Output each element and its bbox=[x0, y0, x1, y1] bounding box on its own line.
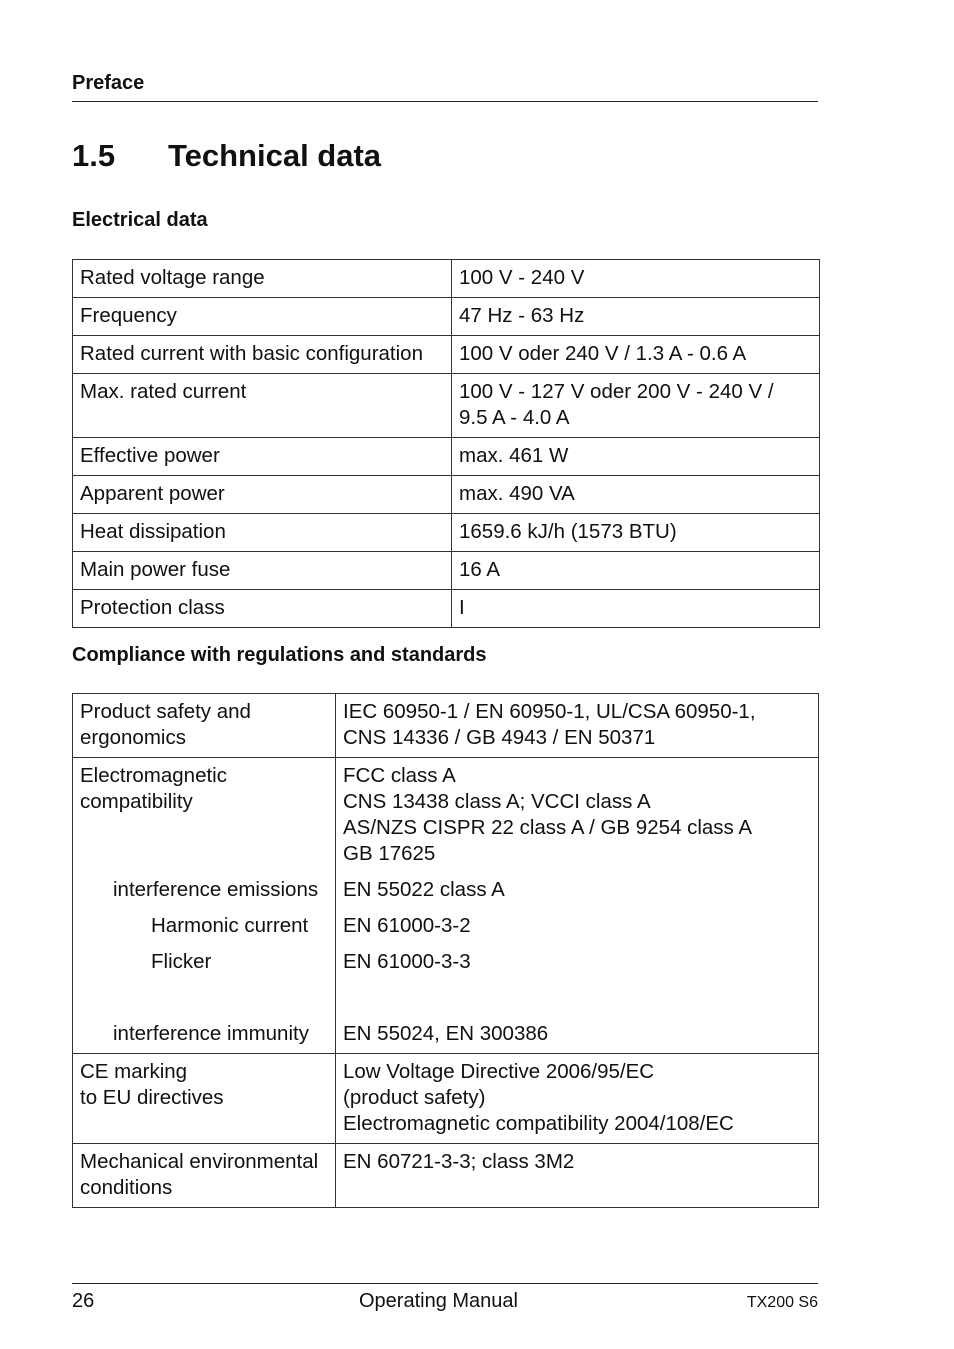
label-cell: Max. rated current bbox=[73, 374, 452, 438]
value-cell: EN 60721-3-3; class 3M2 bbox=[336, 1144, 819, 1208]
section-number: 1.5 bbox=[72, 138, 116, 173]
label-cell: Heat dissipation bbox=[73, 514, 452, 552]
flicker-label: Flicker bbox=[151, 950, 212, 973]
label-cell: Apparent power bbox=[73, 476, 452, 514]
table-row bbox=[73, 374, 820, 438]
footer-rule bbox=[72, 1283, 818, 1284]
value-cell: 100 V - 240 V bbox=[452, 260, 820, 298]
table-row bbox=[73, 514, 820, 552]
interference-emissions-label: interference emissions bbox=[113, 878, 319, 901]
electrical-data-heading: Electrical data bbox=[72, 209, 208, 231]
value-cell: FCC class A CNS 13438 class A; VCCI class A AS/NZS CISPR 22 class A / GB 9254 class A GB 17625 EN 55022 class A EN 61000-3-2 EN 61000-3-3 EN 55024, EN 300386 bbox=[336, 758, 819, 1054]
label-cell: Rated voltage range bbox=[73, 260, 452, 298]
label-cell: Rated current with basic configuration bbox=[73, 336, 452, 374]
value-cell: 47 Hz - 63 Hz bbox=[452, 298, 820, 336]
label-cell: Frequency bbox=[73, 298, 452, 336]
table-row bbox=[73, 298, 820, 336]
table-row bbox=[73, 336, 820, 374]
electrical-data-table bbox=[72, 259, 820, 628]
header-rule bbox=[72, 101, 818, 102]
table-row bbox=[73, 1054, 819, 1144]
compliance-heading: Compliance with regulations and standards bbox=[72, 644, 487, 666]
table-row bbox=[73, 694, 819, 758]
flicker-value: EN 61000-3-3 bbox=[343, 950, 471, 973]
label-cell: CE marking to EU directives bbox=[73, 1054, 336, 1144]
model-name: TX200 S6 bbox=[746, 1294, 818, 1311]
label-cell: Effective power bbox=[73, 438, 452, 476]
label-cell: Product safety and ergonomics bbox=[73, 694, 336, 758]
label-cell: Electromagnetic compatibility interference emissions Harmonic current Flicker interference immunity bbox=[73, 758, 336, 1054]
value-cell: Low Voltage Directive 2006/95/EC (product safety) Electromagnetic compatibility 2004/108/EC bbox=[336, 1054, 819, 1144]
page-number: 26 bbox=[72, 1290, 95, 1312]
interference-immunity-label: interference immunity bbox=[113, 1022, 309, 1045]
value-cell: 100 V oder 240 V / 1.3 A - 0.6 A bbox=[452, 336, 820, 374]
table-row bbox=[73, 260, 820, 298]
compliance-table bbox=[72, 693, 819, 1208]
harmonic-current-label: Harmonic current bbox=[151, 914, 309, 937]
interference-immunity-value: EN 55024, EN 300386 bbox=[343, 1022, 549, 1045]
manual-title: Operating Manual bbox=[359, 1290, 518, 1312]
value-cell: max. 461 W bbox=[452, 438, 820, 476]
section-title: Technical data bbox=[168, 138, 382, 173]
value-cell: IEC 60950-1 / EN 60950-1, UL/CSA 60950-1, CNS 14336 / GB 4943 / EN 50371 bbox=[336, 694, 819, 758]
table-row bbox=[73, 758, 819, 1054]
table-row bbox=[73, 1144, 819, 1208]
value-cell: max. 490 VA bbox=[452, 476, 820, 514]
table-row bbox=[73, 552, 820, 590]
value-cell: 100 V - 127 V oder 200 V - 240 V / 9.5 A - 4.0 A bbox=[452, 374, 820, 438]
table-row bbox=[73, 590, 820, 628]
value-cell: 1659.6 kJ/h (1573 BTU) bbox=[452, 514, 820, 552]
value-cell: 16 A bbox=[452, 552, 820, 590]
value-cell: I bbox=[452, 590, 820, 628]
label-cell: Main power fuse bbox=[73, 552, 452, 590]
label-cell: Mechanical environmental conditions bbox=[73, 1144, 336, 1208]
table-row bbox=[73, 476, 820, 514]
interference-emissions-value: EN 55022 class A bbox=[343, 878, 505, 901]
label-cell: Protection class bbox=[73, 590, 452, 628]
running-header: Preface bbox=[72, 72, 145, 94]
section-heading bbox=[72, 138, 381, 174]
harmonic-current-value: EN 61000-3-2 bbox=[343, 914, 471, 937]
table-row bbox=[73, 438, 820, 476]
